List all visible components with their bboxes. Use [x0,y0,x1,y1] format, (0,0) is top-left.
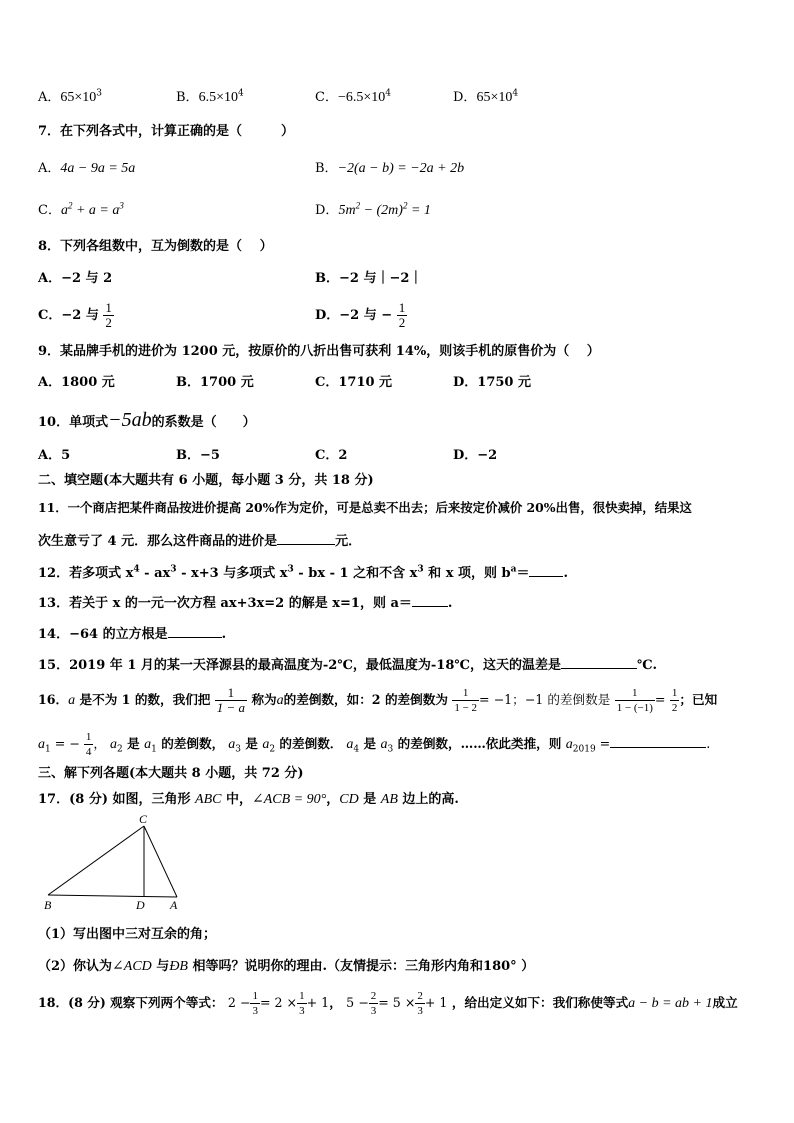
q13-line: 13．若关于 x 的一元一次方程 ax+3x=2 的解是 x=1，则 a＝ . [38,596,453,611]
q8-option-c: C．−2 与 $\frac{1}{2}$ [38,300,112,330]
q9-option-c: C．1710 元 [315,375,393,390]
side-ca [144,826,177,897]
q9-option-b: B．1700 元 [176,375,254,390]
q17-triangle-figure [40,812,190,912]
q18-line: 18．(8 分) 观察下列两个等式： 2 − $\frac{1}{3}$ = 2 × $\frac{1}{3}$ + 1， 5 − $\frac{2}{3}$ = 5 × $\frac{2}{3}$ + 1 ，给出定义如下：我们称使等式a − b = ab + 1成立 [38,990,738,1017]
q16-fraction-5: $\frac{1}{4}$ [85,731,92,758]
q15-line: 15．2019 年 1 月的某一天泽源县的最高温度为-2℃，最低温度为-18℃，这天的温差是 ℃. [38,658,658,673]
q8-option-d: D．−2 与 − $\frac{1}{2}$ [315,300,406,330]
q16-fraction-4: $\frac{1}{2}$ [671,687,678,714]
q8-c-fraction: $\frac{1}{2}$ [105,300,112,330]
q11-answer-blank [277,532,335,545]
q18-fraction-4: $\frac{2}{3}$ [417,990,423,1017]
q14-answer-blank [168,625,222,638]
q6-option-c: C．$-6.5\times 10^4$ [315,88,391,105]
q18-fraction-3: $\frac{2}{3}$ [370,990,377,1017]
q17-sub-2: （2）你认为∠ACD 与ÐB 相等吗？说明你的理由.（友情提示：三角形内角和180° ） [38,959,535,974]
q10-option-c: C．2 [315,448,348,463]
q8-option-a: A．−2 与 2 [38,271,113,286]
q17-sub-1: （1）写出图中三对互余的角； [38,927,217,942]
q7-stem: 7．在下列各式中，计算正确的是（ ） [38,124,295,139]
section-3-heading: 三、解下列各题(本大题共 8 小题，共 72 分) [38,766,304,781]
q6-option-a: A．$65\times 10^3$ [38,88,103,105]
q13-answer-blank [412,594,448,607]
q11-line-2: 次生意亏了 4 元．那么这件商品的进价是 元． [38,534,362,549]
q11-line-1: 11．一个商店把某件商品按进价提高 20%作为定价，可是总卖不出去；后来按定价减价 20%出售，很快卖掉，结果这 [38,500,692,515]
side-bc [48,826,144,895]
q12-line: 12．若多项式 $x^4 - ax^3 - x+3$ 与多项式 $x^3$ - bx - 1 之和不含 $x^3$ 和 x 项，则 $b^a=$ . [38,564,568,581]
q16-fraction-1: $\frac{1}{1 - a}$ [216,685,246,715]
q18-fraction-1: $\frac{1}{3}$ [252,990,258,1017]
q9-option-a: A．1800 元 [38,375,115,390]
q8-option-b: B．−2 与｜−2｜ [315,271,423,286]
q10-option-d: D．−2 [453,448,498,463]
q16-answer-blank [610,735,706,748]
label-a: A [170,898,178,912]
q7-option-b: B．−2(a − b) = −2a + 2b [315,161,465,176]
q6-option-b: B．$6.5\times 10^4$ [176,88,244,105]
q15-answer-blank [561,656,637,669]
q10-option-b: B．−5 [176,448,220,463]
q8-d-fraction: $\frac{1}{2}$ [398,300,406,330]
q7-option-a: A．4a − 9a = 5a [38,161,136,176]
q10-option-a: A．5 [38,448,71,463]
q9-option-d: D．1750 元 [453,375,531,390]
label-c: C [139,812,148,826]
q10-stem: 10．单项式−5ab的系数是（ ） [38,409,256,431]
q9-stem: 9．某品牌手机的进价为 1200 元，按原价的八折出售可获利 14%，则该手机的原售价为（ ） [38,344,600,359]
label-b: B [44,898,52,912]
side-ba [48,895,177,897]
q16-line-1: 16．a 是不为 1 的数，我们把 $\frac{1}{1 - a}$ 称为a的差倒数，如：2 的差倒数为 $\frac{1}{1 - 2}$ = −1；−1 的差倒数是 $\frac{1}{1 - (-1)}$ = $\frac{1}{2}$ ；已知 [38,685,718,715]
q16-line-2: $a_1$ = − $\frac{1}{4}$ ， $a_2$ 是 $a_1$ 的差倒数， $a_3$ 是 $a_2$ 的差倒数． $a_4$ 是 $a_3$ 的差倒数，……依此类推，则 $a_{2019}$ = . [38,731,711,758]
label-d: D [136,898,145,912]
q6-option-d: D．$65\times 10^4$ [453,88,519,105]
q7-option-c: C．$a^2 + a = a^3$ [38,200,124,218]
q18-fraction-2: $\frac{1}{3}$ [299,990,305,1017]
q7-option-d: D．$5m^2 - (2m)^2 = 1$ [315,200,431,218]
section-2-heading: 二、填空题(本大题共有 6 小题，每小题 3 分，共 18 分) [38,473,374,488]
q16-fraction-2: $\frac{1}{1 - 2}$ [454,687,478,714]
q8-stem: 8．下列各组数中，互为倒数的是（ ） [38,239,273,254]
q14-line: 14．−64 的立方根是 . [38,627,227,642]
q17-stem: 17．(8 分) 如图，三角形 ABC 中，∠ACB = 90°，CD 是 AB 边上的高. [38,792,459,807]
q12-answer-blank [529,564,563,577]
q16-fraction-3: $\frac{1}{1 - (-1)}$ [616,687,653,714]
